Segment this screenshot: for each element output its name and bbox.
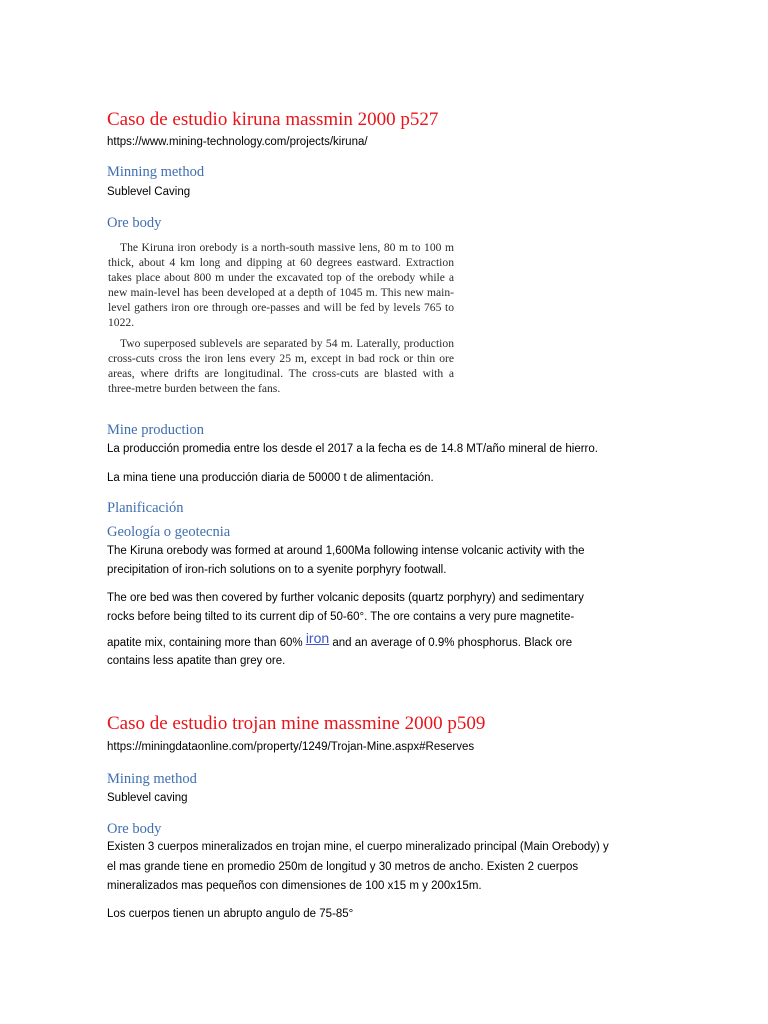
- case2-ore-body-p1-line2: el mas grande tiene en promedio 250m de longitud y 30 metros de ancho. Existen 2 cuerpos: [107, 861, 579, 873]
- case1-production-paragraph-2: La mina tiene una producción diaria de 50000 t de alimentación.: [107, 472, 434, 484]
- case1-production-heading: Mine production: [107, 422, 205, 438]
- case1-mining-method-heading: Minning method: [107, 164, 205, 180]
- geology-p2-line3: [107, 630, 573, 650]
- case1-ore-body-heading: Ore body: [107, 215, 162, 231]
- case2-ore-body-p2: Los cuerpos tienen un abrupto angulo de 75-85°: [107, 908, 354, 920]
- ore-body-scanned-excerpt: [108, 240, 454, 401]
- case2-ore-body-heading: Ore body: [107, 821, 162, 837]
- geology-p1-line2: precipitation of iron-rich solutions on to a syenite porphyry footwall.: [107, 564, 447, 576]
- geology-p2-line4: contains less apatite than grey ore.: [107, 655, 286, 667]
- case2-ore-body-p1-line3: mineralizados mas pequeños con dimensiones de 100 x15 m y 200x15m.: [107, 880, 482, 892]
- case1-url: https://www.mining-technology.com/projects/kiruna/: [107, 136, 368, 148]
- case1-geology-heading: Geología o geotecnia: [107, 524, 231, 540]
- case1-production-paragraph-1: La producción promedia entre los desde el 2017 a la fecha es de 14.8 MT/año mineral de hierro.: [107, 443, 598, 455]
- geology-p2-line2: rocks before being tilted to its current dip of 50-60°. The ore contains a very pure magnetite-: [107, 611, 575, 623]
- scan-paragraph-1: The Kiruna iron orebody is a north-south massive lens, 80 m to 100 m thick, about 4 km long and dipping at 60 degrees eastward. Extraction takes place about 800 m under the excavated top of the orebody while a new main-level has been developed at a depth of 1045 m. This new main-level gathers iron ore through ore-passes and will be fed by levels 765 to 1022.: [108, 241, 454, 330]
- case2-title: Caso de estudio trojan mine massmine 2000 p509: [107, 713, 486, 734]
- case2-mining-method-heading: Mining method: [107, 771, 197, 787]
- case2-ore-body-p1-line1: Existen 3 cuerpos mineralizados en trojan mine, el cuerpo mineralizado principal (Main Orebody) y: [107, 841, 609, 853]
- case1-title: Caso de estudio kiruna massmin 2000 p527: [107, 109, 439, 130]
- geology-p1-line1: The Kiruna orebody was formed at around 1,600Ma following intense volcanic activity with the: [107, 545, 585, 557]
- geology-p2-line3-post: and an average of 0.9% phosphorus. Black ore: [329, 637, 573, 649]
- case2-url: https://miningdataonline.com/property/1249/Trojan-Mine.aspx#Reserves: [107, 741, 475, 753]
- geology-p2-line1: The ore bed was then covered by further volcanic deposits (quartz porphyry) and sedimentary: [107, 592, 584, 604]
- geology-p2-line3-pre: apatite mix, containing more than 60%: [107, 637, 306, 649]
- case1-planning-heading: Planificación: [107, 500, 184, 516]
- case1-mining-method-value: Sublevel Caving: [107, 186, 191, 198]
- scan-paragraph-2: Two superposed sublevels are separated by 54 m. Laterally, production cross-cuts cross the iron lens every 25 m, except in bad rock or thin ore areas, where drifts are longitudinal. The cross-cuts are blasted with a three-metre burden between the fans.: [108, 336, 454, 395]
- iron-link[interactable]: iron: [305, 630, 330, 646]
- case2-mining-method-value: Sublevel caving: [107, 792, 188, 804]
